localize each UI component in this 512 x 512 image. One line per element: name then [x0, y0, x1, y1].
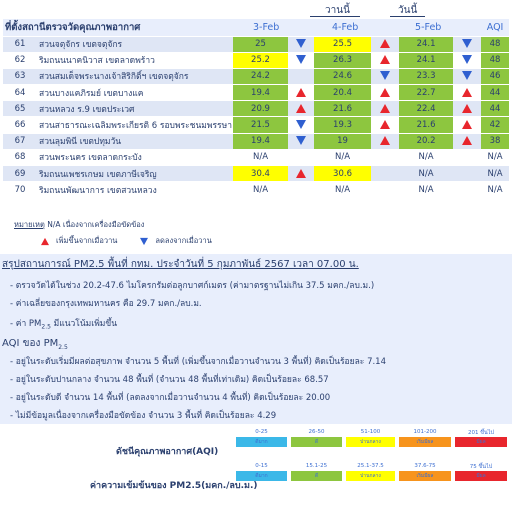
- trend-day3: [453, 149, 481, 165]
- pm-value-day1: 25: [233, 36, 288, 52]
- table-row: [3, 52, 509, 68]
- pm-value-day2: 19.3: [314, 117, 371, 133]
- trend-day3: [453, 36, 481, 52]
- aqi-value: 42: [481, 117, 509, 133]
- pm-value-day3: N/A: [399, 149, 453, 165]
- up-arrow-icon: [380, 88, 390, 97]
- station-name: ริมถนนนาคนิวาส เขตลาดพร้าว: [37, 52, 233, 68]
- up-arrow-icon: [296, 104, 306, 113]
- pm-value-day3: 23.3: [399, 68, 453, 84]
- up-arrow-icon: [462, 136, 472, 145]
- pm-value-day1: 19.4: [233, 85, 288, 101]
- trend-day2: [371, 117, 399, 133]
- aqi-value: N/A: [481, 166, 509, 182]
- pm-value-day1: N/A: [233, 149, 288, 165]
- trend-day3: [453, 133, 481, 149]
- aqi-scale-range: 101-200: [413, 429, 437, 435]
- up-arrow-icon: [41, 237, 49, 244]
- pm-scale-label: ค่าความเข้มข้นของ PM2.5(มคก./ลบ.ม.): [90, 481, 258, 491]
- trend-day3: [453, 117, 481, 133]
- aqi-scale-level: ดีมาก: [236, 437, 287, 447]
- pm-value-day1: 20.9: [233, 101, 288, 117]
- col-date2: 4-Feb: [314, 19, 399, 36]
- aqi-scale-range: 0-25: [255, 429, 268, 435]
- down-arrow-icon: [140, 237, 148, 244]
- trend-day1: [288, 68, 314, 84]
- table-row: [3, 133, 509, 149]
- aqi-value: 46: [481, 68, 509, 84]
- aqi-value: 48: [481, 36, 509, 52]
- pm-value-day2: 20.4: [314, 85, 371, 101]
- trend-day1: [288, 149, 314, 165]
- trend-day2: [371, 101, 399, 117]
- pm-value-day3: 20.2: [399, 133, 453, 149]
- pm-scale-level: เริ่มมีผล: [399, 471, 451, 481]
- up-arrow-icon: [380, 136, 390, 145]
- trend-day3: [453, 182, 481, 198]
- trend-day1: [288, 85, 314, 101]
- yesterday-label: วานนี้: [325, 5, 350, 16]
- trend-day3: [453, 68, 481, 84]
- down-arrow-icon: [380, 71, 390, 80]
- down-arrow-icon: [462, 71, 472, 80]
- aqi-value: N/A: [481, 182, 509, 198]
- trend-day2: [371, 182, 399, 198]
- table-row: [3, 149, 509, 165]
- trend-day2: [371, 149, 399, 165]
- aqi-scale-cell: [344, 428, 397, 462]
- table-row: [3, 166, 509, 182]
- station-table: [3, 19, 509, 198]
- aqi-scale-level: มีผล: [455, 437, 507, 447]
- station-heading: ที่ตั้งสถานีตรวจวัดคุณภาพอากาศ: [3, 19, 233, 36]
- up-arrow-icon: [462, 120, 472, 129]
- station-number: 63: [3, 68, 37, 84]
- aqi-value: 38: [481, 133, 509, 149]
- down-arrow-icon: [296, 39, 306, 48]
- pm-value-day2: N/A: [314, 149, 371, 165]
- table-header-row: [3, 19, 509, 36]
- up-arrow-icon: [462, 88, 472, 97]
- footnote: [14, 219, 144, 231]
- trend-day3: [453, 85, 481, 101]
- pm-value-day3: 22.7: [399, 85, 453, 101]
- pm-scale-range: 0-15: [255, 463, 268, 469]
- col-date1: 3-Feb: [233, 19, 314, 36]
- trend-day3: [453, 52, 481, 68]
- pm-scale-level: ปานกลาง: [346, 471, 395, 481]
- pm-value-day2: N/A: [314, 182, 371, 198]
- pm-scale-level: มีผล: [455, 471, 507, 481]
- station-number: 66: [3, 117, 37, 133]
- table-row: [3, 36, 509, 52]
- trend-day1: [288, 166, 314, 182]
- station-number: 70: [3, 182, 37, 198]
- pm-scale-cell: [289, 462, 344, 496]
- pm-value-day1: 21.5: [233, 117, 288, 133]
- footnote-label: หมายเหตุ: [14, 220, 45, 229]
- station-name: สวนลุมพินี เขตปทุมวัน: [37, 133, 233, 149]
- station-number: 69: [3, 166, 37, 182]
- trend-day2: [371, 85, 399, 101]
- station-name: สวนจตุจักร เขตจตุจักร: [37, 36, 233, 52]
- pm-scale-level: ดีมาก: [236, 471, 287, 481]
- pm-value-day3: 24.1: [399, 52, 453, 68]
- aqi-scale-cell: [234, 428, 289, 462]
- aqi-line-1: - อยู่ในระดับเริ่มมีผลต่อสุขภาพ จำนวน 5 พื้นที่ (เพิ่มขึ้นจากเมื่อวานจำนวน 3 พื้นที่) คิดเป็นร้อยละ 7.14: [10, 357, 386, 367]
- station-name: ริมถนนเพชรเกษม เขตภาษีเจริญ: [37, 166, 233, 182]
- pm-scale-range: 37.6-75: [414, 463, 436, 469]
- pm-scale-range: 25.1-37.5: [357, 463, 384, 469]
- aqi-value: 44: [481, 101, 509, 117]
- pm-value-day3: 21.6: [399, 117, 453, 133]
- summary-panel: [0, 254, 512, 424]
- station-number: 67: [3, 133, 37, 149]
- station-name: ริมถนนพัฒนาการ เขตสวนหลวง: [37, 182, 233, 198]
- pm-value-day3: 24.1: [399, 36, 453, 52]
- trend-day1: [288, 101, 314, 117]
- yesterday-underline: [310, 16, 360, 17]
- trend-day3: [453, 101, 481, 117]
- aqi-line-4: - ไม่มีข้อมูลเนื่องจากเครื่องมือขัดข้อง จำนวน 3 พื้นที่ คิดเป็นร้อยละ 4.29: [10, 411, 277, 421]
- aqi-scale-cell: [397, 428, 453, 462]
- trend-day1: [288, 52, 314, 68]
- station-number: 62: [3, 52, 37, 68]
- color-scale: [0, 428, 512, 512]
- legend-up-text: เพิ่มขึ้นจากเมื่อวาน: [56, 236, 118, 245]
- up-arrow-icon: [296, 169, 306, 178]
- trend-day1: [288, 133, 314, 149]
- aqi-value: 48: [481, 52, 509, 68]
- down-arrow-icon: [296, 55, 306, 64]
- trend-day2: [371, 52, 399, 68]
- station-number: 65: [3, 101, 37, 117]
- aqi-line-2: - อยู่ในระดับปานกลาง จำนวน 48 พื้นที่ (จำนวน 48 พื้นที่เท่าเดิม) คิดเป็นร้อยละ 68.57: [10, 375, 329, 385]
- aqi-line-3: - อยู่ในระดับดี จำนวน 14 พื้นที่ (ลดลงจากเมื่อวานจำนวน 4 พื้นที่) คิดเป็นร้อยละ 20.00: [10, 393, 331, 403]
- table-row: [3, 85, 509, 101]
- pm-scale-cell: [397, 462, 453, 496]
- pm-scale-level: ดี: [291, 471, 342, 481]
- up-arrow-icon: [462, 104, 472, 113]
- aqi-value: N/A: [481, 149, 509, 165]
- station-number: 64: [3, 85, 37, 101]
- aqi-scale-cell: [453, 428, 509, 462]
- pm-value-day2: 25.5: [314, 36, 371, 52]
- station-name: สวนพระนคร เขตลาดกระบัง: [37, 149, 233, 165]
- trend-legend: [40, 235, 212, 247]
- trend-day1: [288, 117, 314, 133]
- station-name: สวนสมเด็จพระนางเจ้าสิริกิติ์ฯ เขตจตุจักร: [37, 68, 233, 84]
- pm-scale-range: 15.1-25: [305, 463, 328, 469]
- trend-day2: [371, 36, 399, 52]
- down-arrow-icon: [462, 39, 472, 48]
- pm-value-day3: N/A: [399, 166, 453, 182]
- trend-day2: [371, 68, 399, 84]
- station-number: 61: [3, 36, 37, 52]
- aqi-value: 44: [481, 85, 509, 101]
- pm-value-day2: 26.3: [314, 52, 371, 68]
- pm-value-day1: 24.2: [233, 68, 288, 84]
- aqi-scale-level: เริ่มมีผล: [399, 437, 451, 447]
- pm-scale-range: 75 ขึ้นไป: [469, 464, 493, 470]
- aqi-scale-range: 201 ขึ้นไป: [467, 430, 495, 436]
- station-name: สวนสาธารณะเฉลิมพระเกียรติ 6 รอบพระชนมพรรษา: [37, 117, 233, 133]
- down-arrow-icon: [462, 55, 472, 64]
- footnote-text: N/A เนื่องจากเครื่องมือขัดข้อง: [44, 220, 145, 229]
- up-arrow-icon: [380, 104, 390, 113]
- trend-day1: [288, 36, 314, 52]
- col-date3: 5-Feb: [399, 19, 481, 36]
- aqi-scale-cell: [289, 428, 344, 462]
- summary-title: สรุปสถานการณ์ PM2.5 พื้นที่ กทม. ประจำวันที่ 5 กุมภาพันธ์ 2567 เวลา 07.00 น.: [2, 259, 359, 270]
- today-label: วันนี้: [398, 5, 418, 16]
- pm-scale-cell: [453, 462, 509, 496]
- pm-value-day1: 19.4: [233, 133, 288, 149]
- trend-day1: [288, 182, 314, 198]
- aqi-scale-level: ดี: [291, 437, 342, 447]
- pm-value-day2: 24.6: [314, 68, 371, 84]
- pm-value-day1: N/A: [233, 182, 288, 198]
- table-row: [3, 117, 509, 133]
- station-name: สวนหลวง ร.9 เขตประเวศ: [37, 101, 233, 117]
- table-row: [3, 182, 509, 198]
- today-underline: [390, 16, 425, 17]
- aqi-scale-range: 26-50: [308, 429, 325, 435]
- down-arrow-icon: [296, 120, 306, 129]
- up-arrow-icon: [380, 120, 390, 129]
- up-arrow-icon: [380, 39, 390, 48]
- station-name: สวนบางแคภิรมย์ เขตบางแค: [37, 85, 233, 101]
- trend-day2: [371, 166, 399, 182]
- station-number: 68: [3, 149, 37, 165]
- pm-value-day1: 30.4: [233, 166, 288, 182]
- table-row: [3, 101, 509, 117]
- up-arrow-icon: [380, 55, 390, 64]
- aqi-scale-label: ดัชนีคุณภาพอากาศ(AQI): [116, 447, 219, 457]
- aqi-scale-range: 51-100: [360, 429, 381, 435]
- summary-line-1: - ตรวจวัดได้ในช่วง 20.2-47.6 ไมโครกรัมต่อลูกบาศก์เมตร (ค่ามาตรฐานไม่เกิน 37.5 มคก./ลบ.ม.): [10, 281, 375, 291]
- up-arrow-icon: [296, 88, 306, 97]
- pm-value-day3: N/A: [399, 182, 453, 198]
- summary-line-2: - ค่าเฉลี่ยของกรุงเทพมหานคร คือ 29.7 มคก./ลบ.ม.: [10, 299, 202, 309]
- trend-day2: [371, 133, 399, 149]
- col-aqi: AQI: [481, 19, 509, 36]
- down-arrow-icon: [296, 136, 306, 145]
- pm-scale-cell: [344, 462, 397, 496]
- aqi-heading: AQI ของ $PM_{2.5}$: [2, 338, 68, 351]
- legend-down-text: ลดลงจากเมื่อวาน: [155, 236, 212, 245]
- pm-value-day3: 22.4: [399, 101, 453, 117]
- pm-scale-cell: [234, 462, 289, 496]
- trend-day3: [453, 166, 481, 182]
- pm-value-day2: 30.6: [314, 166, 371, 182]
- pm-value-day1: 25.2: [233, 52, 288, 68]
- pm-value-day2: 19: [314, 133, 371, 149]
- top-day-labels: [0, 0, 512, 20]
- summary-line-3: - ค่า $PM_{2.5}$ มีแนวโน้มเพิ่มขึ้น: [10, 319, 118, 331]
- pm-value-day2: 21.6: [314, 101, 371, 117]
- table-row: [3, 68, 509, 84]
- aqi-scale-level: ปานกลาง: [346, 437, 395, 447]
